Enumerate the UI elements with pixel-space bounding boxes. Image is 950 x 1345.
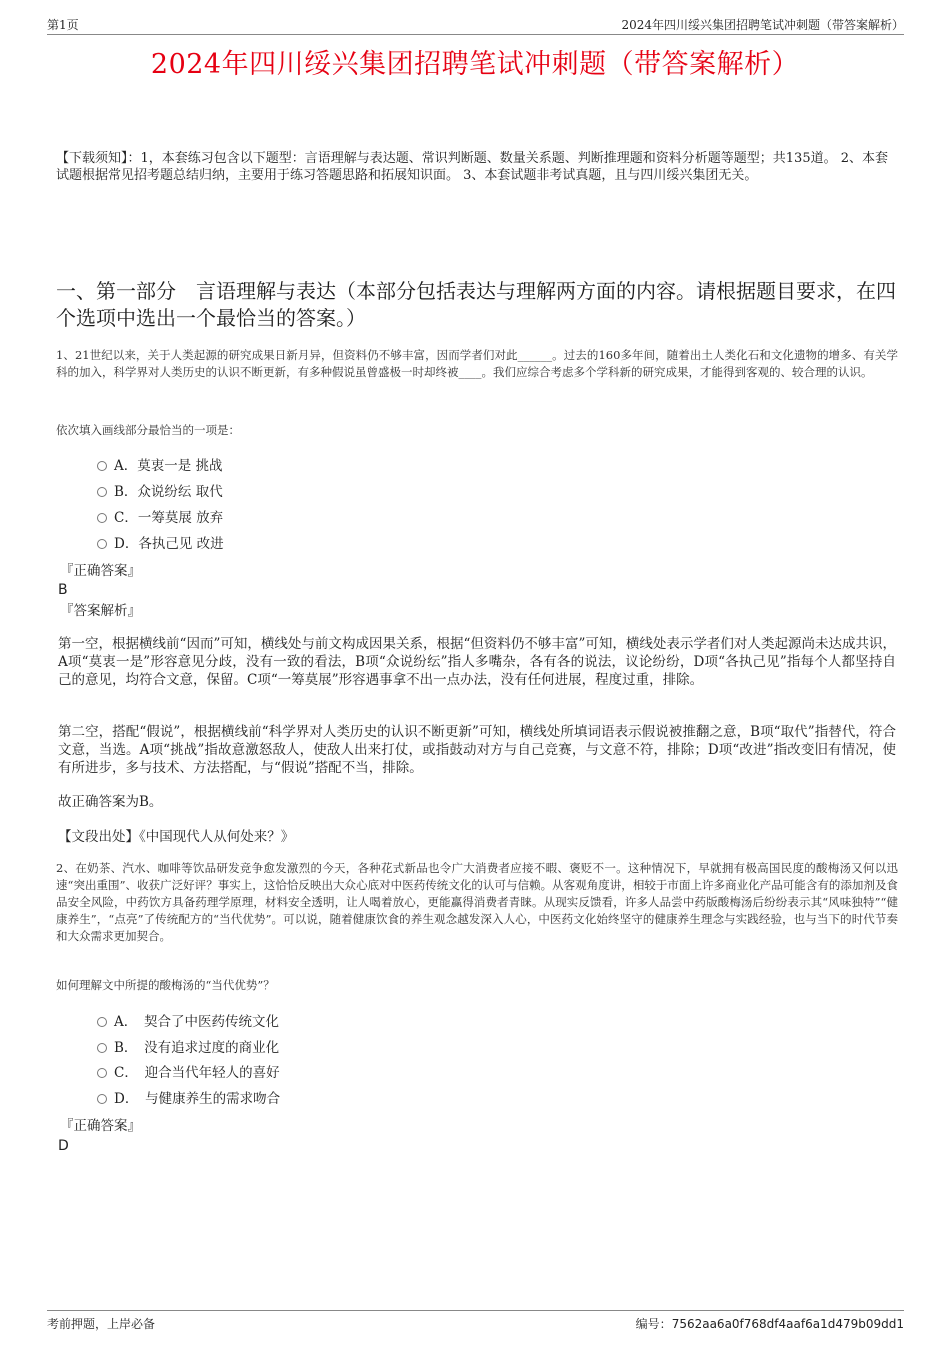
header-doc-title: 2024年四川绥兴集团招聘笔试冲刺题（带答案解析） [621,18,904,32]
download-notice: 【下载须知】：1，本套练习包含以下题型：言语理解与表达题、常识判断题、数量关系题、判断推理题和资料分析题等题型；共135道。 2、本套试题根据常见招考题总结归纳，主要用于练习答题思路和拓展知识面。 3、本套试题非考试真题，且与四川绥兴集团无关。 [56,151,888,183]
q1-option-c[interactable] [97,509,223,527]
q1-option-a[interactable] [97,457,223,475]
radio-icon[interactable] [97,539,107,549]
q1-option-d[interactable] [97,535,224,553]
q2-option-d[interactable] [97,1090,280,1108]
option-label: C．一筹莫展 放弃 [114,510,224,526]
radio-icon[interactable] [97,513,107,523]
q1-analysis-para-2: 第二空，搭配“假说”，根据横线前“科学界对人类历史的认识不断更新”可知，横线处所填词语表示假说被推翻之意，B项“取代”指替代，符合文意，当选。A项“挑战”指故意激怒敌人，使敌人出来打仗，或指鼓动对方与自己竞赛，与文意不符，排除；D项“改进”指改变旧有情况，使有所进步，多与技术、方法搭配，与“假说”搭配不当，排除。 [58,724,896,776]
q1-analysis-para-1: 第一空，根据横线前“因而”可知，横线处与前文构成因果关系，根据“但资料仍不够丰富”可知，横线处表示学者们对人类起源尚未达成共识，A项“莫衷一是”形容意见分歧，没有一致的看法，B项“众说纷纭”指人多嘴杂，各有各的说法，议论纷纷，D项“各执己见”指每个人都坚持自己的意见，均符合文意，保留。C项“一筹莫展”形容遇事拿不出一点办法，没有任何进展，程度过重，排除。 [58,636,896,688]
option-label: C． 迎合当代年轻人的喜好 [114,1065,280,1081]
option-label: A．莫衷一是 挑战 [114,458,223,474]
footer-slogan: 考前押题，上岸必备 [47,1317,156,1331]
footer-code-value: 7562aa6a0f768df4aaf6a1d479b09dd1 [671,1317,904,1331]
q2-answer-label: 『正确答案』 [60,1118,141,1134]
radio-icon[interactable] [97,1017,107,1027]
q2-answer: D [58,1138,69,1154]
footer-code [636,1315,904,1332]
q1-prompt: 依次填入画线部分最恰当的一项是： [56,423,240,437]
option-label: A． 契合了中医药传统文化 [114,1014,279,1030]
page-footer [47,1310,904,1331]
option-label: B．众说纷纭 取代 [114,484,223,500]
q2-prompt: 如何理解文中所提的酸梅汤的“当代优势”？ [56,978,275,992]
q2-option-a[interactable] [97,1013,279,1031]
section-heading: 一、第一部分 言语理解与表达（本部分包括表达与理解两方面的内容。请根据题目要求，在四个选项中选出一个最恰当的答案。） [56,279,896,330]
radio-icon[interactable] [97,487,107,497]
q2-stem: 2、在奶茶、汽水、咖啡等饮品研发竞争愈发激烈的今天，各种花式新品也令广大消费者应接不暇、褒贬不一。这种情况下，早就拥有极高国民度的酸梅汤又何以迅速“突出重围”、收获广泛好评？事实上，这恰恰反映出大众心底对中医药传统文化的认可与信赖。从客观角度讲，相较于市面上许多商业化产品可能含有的添加剂及食品安全风险，中药饮方具备药理学原理，材料安全透明，让人喝着放心，更能赢得消费者青睐。从现实反馈看，许多人品尝中药版酸梅汤后纷纷表示其“风味独特”“健康养生”，“点亮”了传统配方的“当代优势”。可以说，随着健康饮食的养生观念越发深入人心，中医药文化始终坚守的健康养生理念与实践经验，也与当下的时代节奏和大众需求更加契合。 [56,861,898,943]
q1-answer-label: 『正确答案』 [60,563,141,579]
q1-analysis-label: 『答案解析』 [60,603,141,619]
option-label: D．各执己见 改进 [114,536,224,552]
option-label: D． 与健康养生的需求吻合 [114,1091,281,1107]
option-label: B． 没有追求过度的商业化 [114,1040,280,1056]
radio-icon[interactable] [97,461,107,471]
page-number: 第1页 [47,18,79,32]
radio-icon[interactable] [97,1043,107,1053]
q1-option-b[interactable] [97,483,223,501]
q2-option-b[interactable] [97,1039,279,1057]
page-header [47,14,904,35]
q1-analysis-conclusion: 故正确答案为B。 [58,794,163,810]
footer-code-label: 编号： [635,1317,672,1331]
q2-option-c[interactable] [97,1064,280,1082]
q1-stem: 1、21世纪以来，关于人类起源的研究成果日新月异，但资料仍不够丰富，因而学者们对此______。过去的160多年间，随着出土人类化石和文化遗物的增多、有关学科的加入，科学界对人类历史的认识不断更新，有多种假说虽曾盛极一时却终被____。我们应综合考虑多个学科新的研究成果，才能得到客观的、较合理的认识。 [56,348,898,379]
page-title: 2024年四川绥兴集团招聘笔试冲刺题（带答案解析） [150,49,800,80]
radio-icon[interactable] [97,1068,107,1078]
q1-answer: B [58,582,68,598]
q1-source: 【文段出处】《中国现代人从何处来？》 [58,829,295,845]
radio-icon[interactable] [97,1094,107,1104]
